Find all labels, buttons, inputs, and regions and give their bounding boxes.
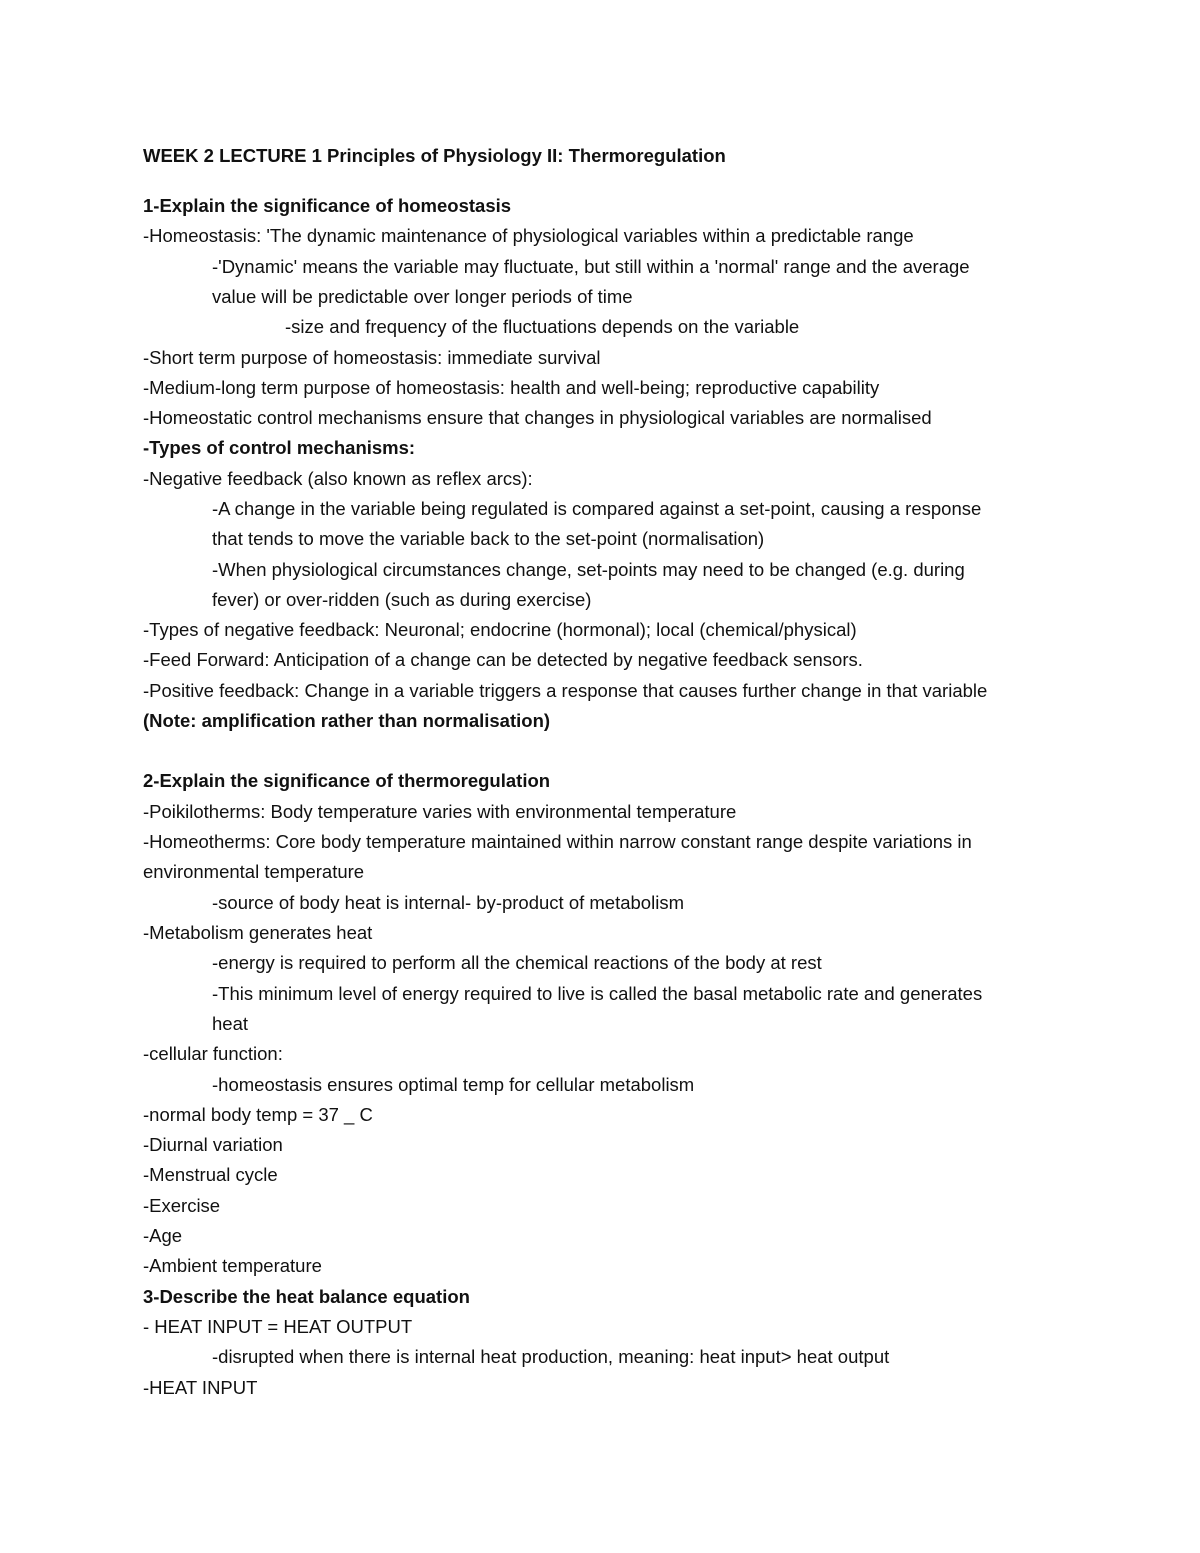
text-line: -Diurnal variation — [143, 1134, 283, 1155]
text-line: -When physiological circumstances change, set-points may need to be changed (e.g. during — [212, 559, 965, 580]
text-line: -HEAT INPUT — [143, 1377, 258, 1398]
text-line: -Poikilotherms: Body temperature varies with environmental temperature — [143, 801, 737, 822]
heading-thermoregulation: 2-Explain the significance of thermoregulation — [143, 770, 551, 791]
text-line: -disrupted when there is internal heat production, meaning: heat input> heat output — [212, 1346, 890, 1367]
text-line: -Negative feedback (also known as reflex arcs): — [143, 468, 533, 489]
text-line: value will be predictable over longer periods of time — [212, 286, 633, 307]
heading-homeostasis: 1-Explain the significance of homeostasis — [143, 195, 512, 216]
heading-heat-balance: 3-Describe the heat balance equation — [143, 1286, 470, 1307]
text-line: that tends to move the variable back to the set-point (normalisation) — [212, 528, 765, 549]
text-line: -homeostasis ensures optimal temp for cellular metabolism — [212, 1074, 695, 1095]
text-line: environmental temperature — [143, 861, 365, 882]
text-line: -This minimum level of energy required to live is called the basal metabolic rate and generates — [212, 983, 983, 1004]
text-line: -Medium-long term purpose of homeostasis: health and well-being; reproductive capability — [143, 377, 880, 398]
text-line: -cellular function: — [143, 1043, 283, 1064]
text-line: -Types of negative feedback: Neuronal; endocrine (hormonal); local (chemical/physical) — [143, 619, 857, 640]
text-line: -Exercise — [143, 1195, 221, 1216]
text-line: -Menstrual cycle — [143, 1164, 278, 1185]
text-line: - HEAT INPUT = HEAT OUTPUT — [143, 1316, 413, 1337]
text-line: -Ambient temperature — [143, 1255, 322, 1276]
text-line: -Homeotherms: Core body temperature maintained within narrow constant range despite variations in — [143, 831, 972, 852]
text-line: -Age — [143, 1225, 183, 1246]
text-line: -Positive feedback: Change in a variable triggers a response that causes further change in that variable — [143, 680, 988, 701]
text-line: -Feed Forward: Anticipation of a change can be detected by negative feedback sensors. — [143, 649, 863, 670]
text-line-bold: -Types of control mechanisms: — [143, 437, 416, 458]
text-line: fever) or over-ridden (such as during exercise) — [212, 589, 592, 610]
text-line: -'Dynamic' means the variable may fluctuate, but still within a 'normal' range and the average — [212, 256, 970, 277]
text-line: -energy is required to perform all the chemical reactions of the body at rest — [212, 952, 822, 973]
document-title: WEEK 2 LECTURE 1 Principles of Physiology II: Thermoregulation — [143, 145, 726, 166]
text-line: -normal body temp = 37 _ C — [143, 1104, 373, 1125]
text-line-bold: (Note: amplification rather than normalisation) — [143, 710, 551, 731]
text-line: -A change in the variable being regulated is compared against a set-point, causing a response — [212, 498, 982, 519]
text-line: -size and frequency of the fluctuations depends on the variable — [285, 316, 800, 337]
text-line: -Metabolism generates heat — [143, 922, 373, 943]
text-line: -Homeostatic control mechanisms ensure that changes in physiological variables are normalised — [143, 407, 932, 428]
text-line: -Homeostasis: 'The dynamic maintenance of physiological variables within a predictable range — [143, 225, 914, 246]
text-line: -source of body heat is internal- by-product of metabolism — [212, 892, 684, 913]
text-line: heat — [212, 1013, 249, 1034]
text-line: -Short term purpose of homeostasis: immediate survival — [143, 347, 601, 368]
